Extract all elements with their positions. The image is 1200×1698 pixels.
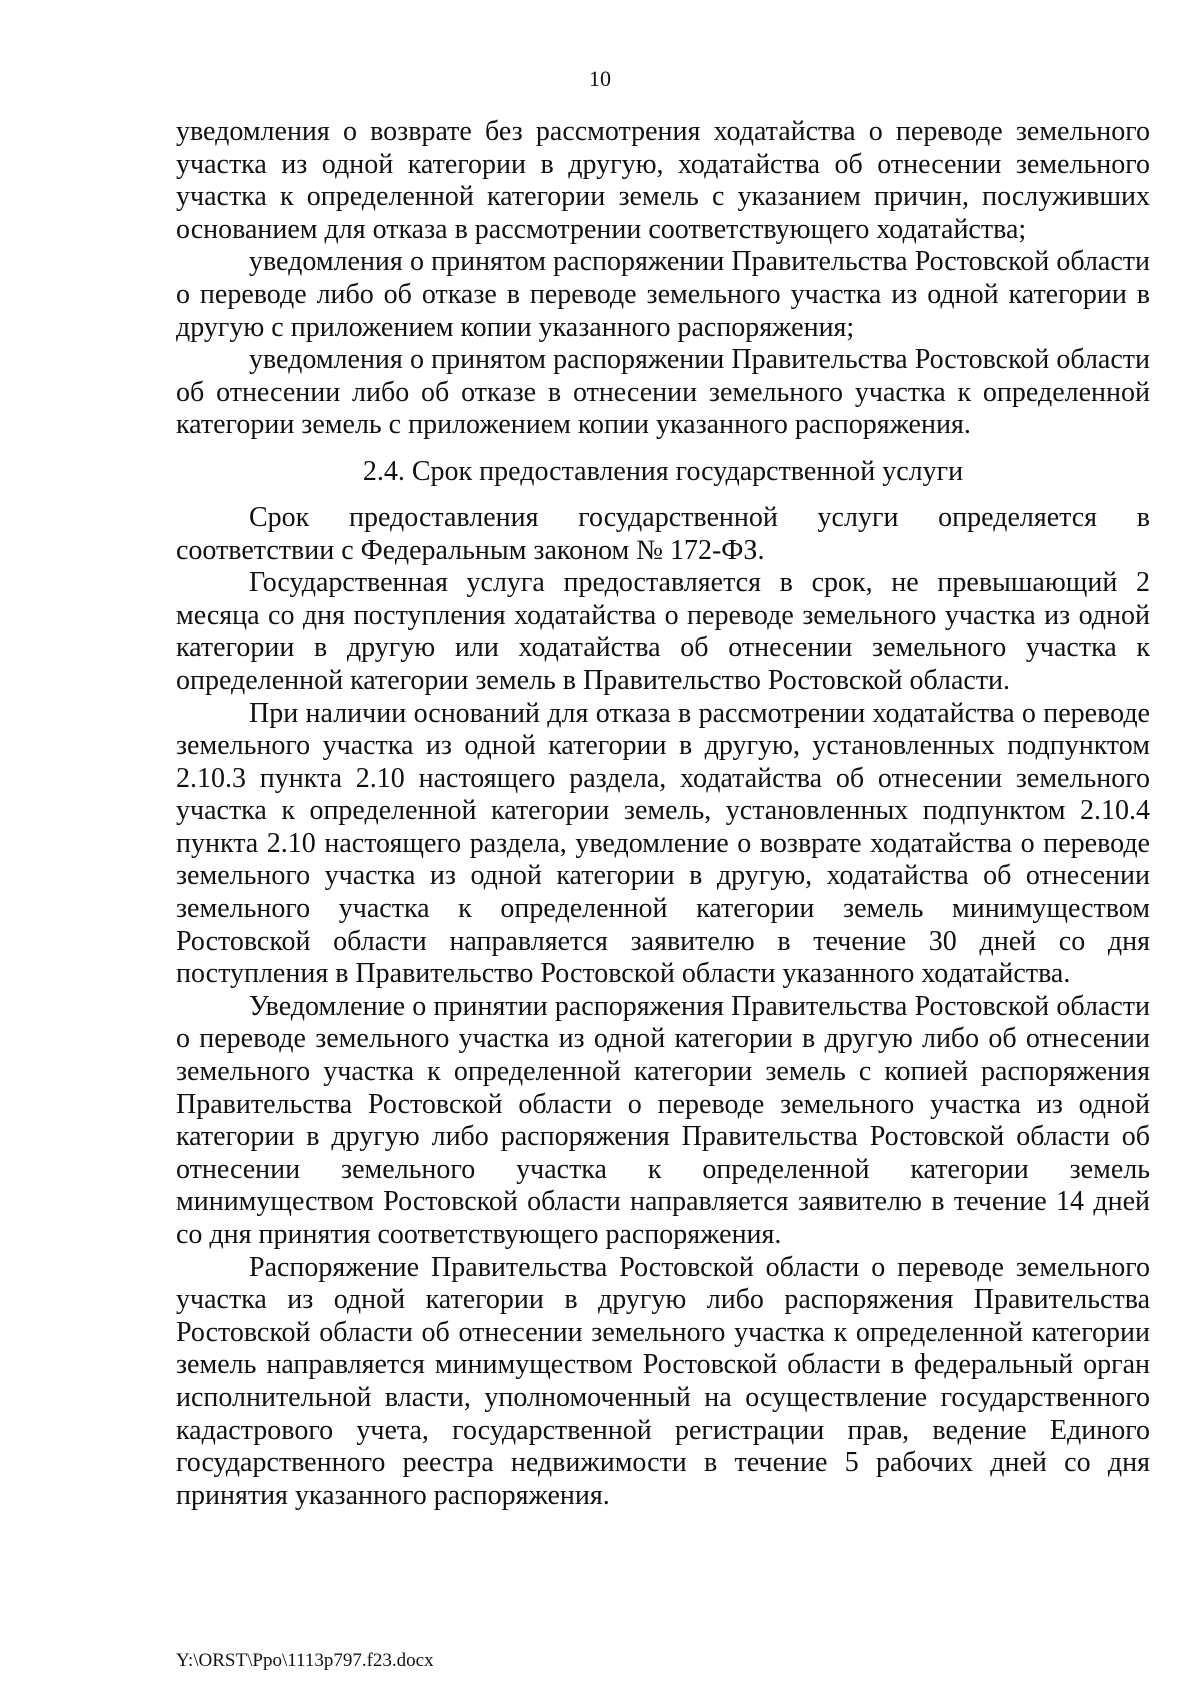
paragraph-notice-return: уведомления о возврате без рассмотрения ходатайства о переводе земельного участка из одной категории в другую, ходатайства об отнесении земельного участка к определенной категории земель с указанием причин, послуживших основанием для отказа в рассмотрении соответствующего ходатайства; [176, 116, 1150, 245]
paragraph-notice-decision: Уведомление о принятии распоряжения Правительства Ростовской области о переводе земельного участка из одной категории в другую либо об отнесении земельного участка к определенной категории земель с копией распоряжения Правительства Ростовской области о переводе земельного участка из одной категории в другую либо распоряжения Правительства Ростовской области об отнесении земельного участка к определенной категории земель минимуществом Ростовской области направляется заявителю в течение 14 дней со дня принятия соответствующего распоряжения. [176, 990, 1150, 1250]
paragraph-service-term: Срок предоставления государственной услуги определяется в соответствии с Федеральным законом № 172-ФЗ. [176, 501, 1150, 566]
section-heading: 2.4. Срок предоставления государственной услуги [362, 455, 964, 487]
paragraph-refusal-grounds: При наличии оснований для отказа в рассмотрении ходатайства о переводе земельного участка из одной категории в другую, установленных подпунктом 2.10.3 пункта 2.10 настоящего раздела, ходатайства об отнесении земельного участка к определенной категории земель, установленных подпунктом 2.10.4 пункта 2.10 настоящего раздела, уведомление о возврате ходатайства о переводе земельного участка из одной категории в другую, ходатайства об отнесении земельного участка к определенной категории земель минимуществом Ростовской области направляется заявителю в течение 30 дней со дня поступления в Правительство Ростовской области указанного ходатайства. [176, 697, 1150, 990]
paragraph-notice-transfer-order: уведомления о принятом распоряжении Правительства Ростовской области о переводе либо об отказе в переводе земельного участка из одной категории в другую с приложением копии указанного распоряжения; [176, 246, 1150, 343]
page-number: 10 [589, 66, 611, 91]
document-body [176, 116, 1150, 1512]
paragraph-notice-assignment-order: уведомления о принятом распоряжении Правительства Ростовской области об отнесении либо об отказе в отнесении земельного участка к определенной категории земель с приложением копии указанного распоряжения. [176, 344, 1150, 441]
paragraph-two-months: Государственная услуга предоставляется в срок, не превышающий 2 месяца со дня поступления ходатайства о переводе земельного участка из одной категории в другую или ходатайства об отнесении земельного участка к определенной категории земель в Правительство Ростовской области. [176, 567, 1150, 696]
paragraph-order-sent-federal: Распоряжение Правительства Ростовской области о переводе земельного участка из одной категории в другую либо распоряжения Правительства Ростовской области об отнесении земельного участка к определенной категории земель направляется минимуществом Ростовской области в федеральный орган исполнительной власти, уполномоченный на осуществление государственного кадастрового учета, государственной регистрации прав, ведение Единого государственного реестра недвижимости в течение 5 рабочих дней со дня принятия указанного распоряжения. [176, 1251, 1150, 1511]
footer-file-path: Y:\ORST\Ppo\1113p797.f23.docx [176, 1650, 434, 1671]
